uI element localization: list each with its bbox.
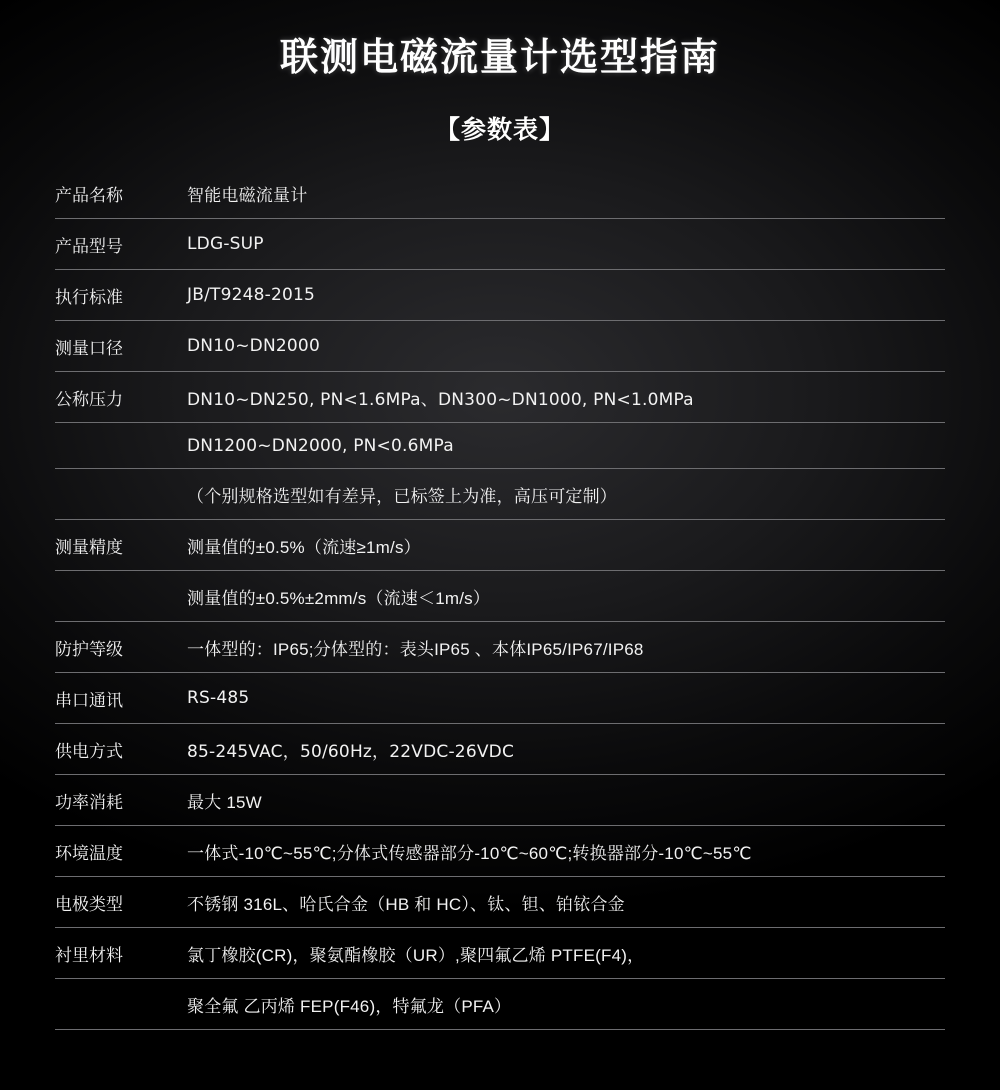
spec-table: [55, 168, 945, 1030]
row-value: 一体型的：IP65;分体型的：表头IP65 、本体IP65/IP67/IP68: [187, 621, 945, 672]
row-value: 智能电磁流量计: [187, 168, 945, 219]
table-row: [55, 927, 945, 978]
table-row: [55, 672, 945, 723]
row-value: 最大 15W: [187, 774, 945, 825]
table-row: [55, 570, 945, 621]
table-row: [55, 876, 945, 927]
row-label: 衬里材料: [55, 927, 187, 978]
row-label: 产品名称: [55, 168, 187, 219]
table-row: [55, 978, 945, 1029]
table-row: [55, 269, 945, 320]
table-row: [55, 371, 945, 422]
row-value: （个别规格选型如有差异，已标签上为准，高压可定制）: [187, 468, 945, 519]
row-label: 电极类型: [55, 876, 187, 927]
row-value: JB/T9248-2015: [187, 269, 945, 320]
row-value: DN10~DN250, PN<1.6MPa、DN300~DN1000, PN<1.0MPa: [187, 371, 945, 422]
row-value: 氯丁橡胶(CR)，聚氨酯橡胶（UR）,聚四氟乙烯 PTFE(F4)，: [187, 927, 945, 978]
table-row: [55, 320, 945, 371]
table-row: [55, 468, 945, 519]
row-value: 聚全氟 乙丙烯 FEP(F46)，特氟龙（PFA）: [187, 978, 945, 1029]
page-title: 联测电磁流量计选型指南: [279, 37, 720, 79]
row-label: 产品型号: [55, 218, 187, 269]
row-value: LDG-SUP: [187, 218, 945, 269]
table-row: [55, 168, 945, 219]
row-label: 测量口径: [55, 320, 187, 371]
row-label: 防护等级: [55, 621, 187, 672]
row-value: 85-245VAC，50/60Hz，22VDC-26VDC: [187, 723, 945, 774]
row-label: 环境温度: [55, 825, 187, 876]
row-label: [55, 570, 187, 621]
table-row: [55, 218, 945, 269]
row-label: 测量精度: [55, 519, 187, 570]
table-row: [55, 519, 945, 570]
row-value: 一体式-10℃~55℃;分体式传感器部分-10℃~60℃;转换器部分-10℃~55℃: [187, 825, 945, 876]
row-value: DN1200~DN2000, PN<0.6MPa: [187, 422, 945, 468]
table-row: [55, 825, 945, 876]
row-value: RS-485: [187, 672, 945, 723]
row-label: 串口通讯: [55, 672, 187, 723]
row-label: [55, 978, 187, 1029]
table-row: [55, 774, 945, 825]
row-label: 功率消耗: [55, 774, 187, 825]
section-subtitle: 【参数表】: [434, 115, 565, 144]
table-row: [55, 422, 945, 468]
row-value: DN10~DN2000: [187, 320, 945, 371]
row-label: 公称压力: [55, 371, 187, 422]
table-row: [55, 621, 945, 672]
row-label: 执行标准: [55, 269, 187, 320]
row-value: 不锈钢 316L、哈氏合金（HB 和 HC）、钛、钽、铂铱合金: [187, 876, 945, 927]
row-value: 测量值的±0.5%±2mm/s（流速＜1m/s）: [187, 570, 945, 621]
row-value: 测量值的±0.5%（流速≥1m/s）: [187, 519, 945, 570]
row-label: [55, 422, 187, 468]
row-label: 供电方式: [55, 723, 187, 774]
spec-table-body: [55, 168, 945, 1030]
row-label: [55, 468, 187, 519]
table-row: [55, 723, 945, 774]
